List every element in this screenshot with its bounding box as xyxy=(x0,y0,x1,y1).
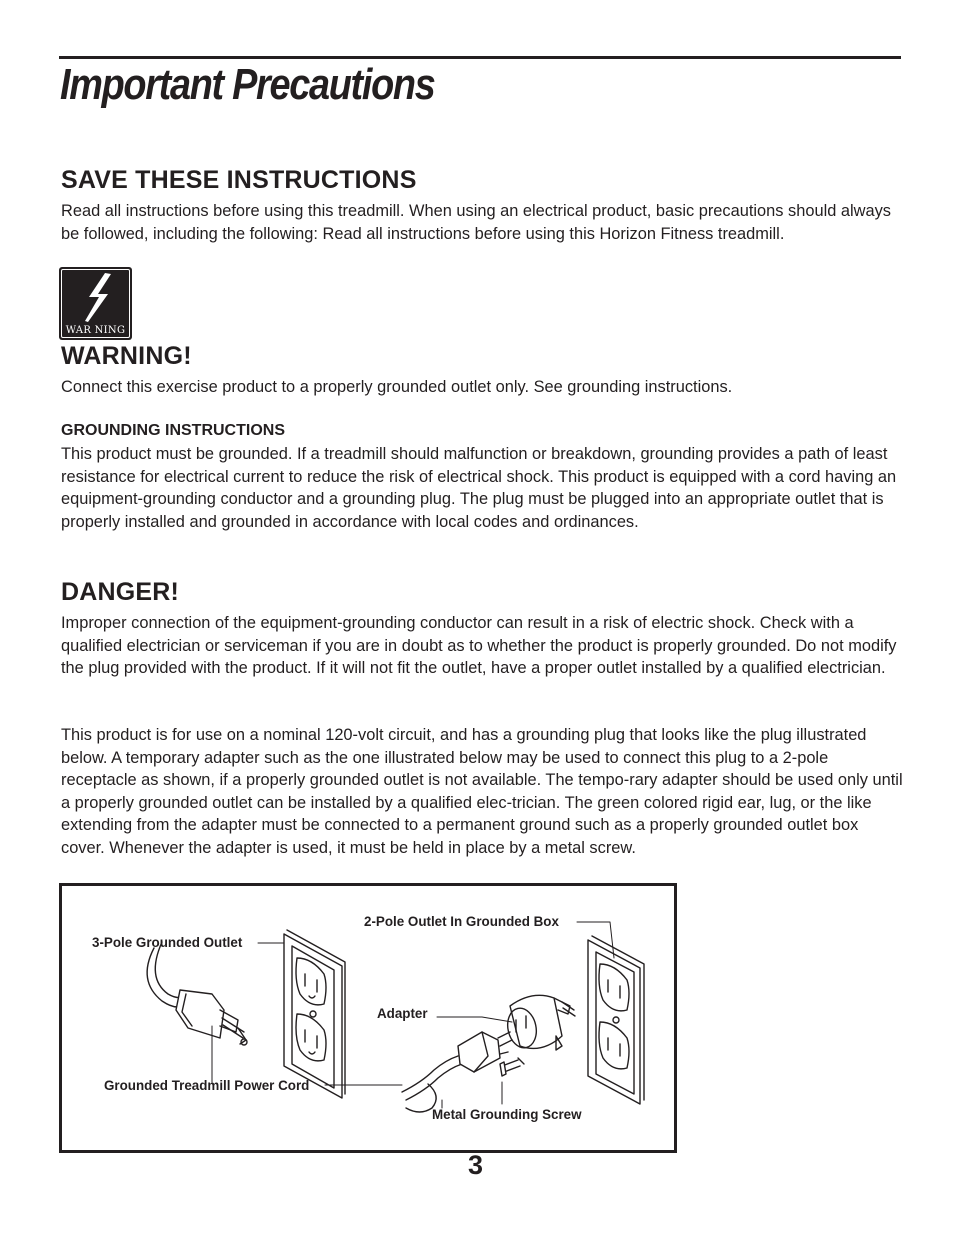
warning-icon xyxy=(59,267,132,340)
plug-into-adapter xyxy=(402,1032,512,1112)
three-pole-outlet xyxy=(284,930,345,1098)
grounding-body: This product must be grounded. If a treadmill should malfunction or breakdown, grounding provides a path of least resistance for electrical current to reduce the risk of electrical shock. This product is equipped with a cord having an equipment-grounding conductor and a grounding plug. The plug must be plugged into an appropriate outlet that is properly installed and grounded in accordance with local codes and ordinances. xyxy=(61,445,897,531)
grounding-diagram xyxy=(59,883,677,1153)
three-prong-plug xyxy=(147,942,247,1045)
label-power-cord: Grounded Treadmill Power Cord xyxy=(104,1078,310,1093)
grounding-screw xyxy=(500,1058,524,1076)
grounding-heading: GROUNDING INSTRUCTIONS xyxy=(61,422,285,439)
label-adapter: Adapter xyxy=(377,1006,428,1021)
warning-icon-label: WAR NING xyxy=(65,325,126,336)
save-body: Read all instructions before using this treadmill. When using an electrical product, basic precautions should always be followed, including the following: Read all instructions before using this Horizon Fitness treadmill. xyxy=(61,202,891,243)
label-grounding-screw: Metal Grounding Screw xyxy=(432,1107,582,1122)
danger-body-1: Improper connection of the equipment-grounding conductor can result in a risk of electric shock. Check with a qualified electrician or serviceman if you are in doubt as to whether the product is properly grounded. Do not modify the plug provided with the product. If it will not fit the outlet, have a proper outlet installed by a qualified electrician. xyxy=(61,614,897,678)
adapter xyxy=(504,995,575,1050)
top-rule xyxy=(59,56,901,59)
two-pole-outlet xyxy=(588,936,644,1104)
label-two-pole-outlet: 2-Pole Outlet In Grounded Box xyxy=(364,914,559,929)
label-three-pole-outlet: 3-Pole Grounded Outlet xyxy=(92,935,243,950)
save-heading: SAVE THESE INSTRUCTIONS xyxy=(61,166,417,194)
danger-heading: DANGER! xyxy=(61,578,180,606)
warning-body: Connect this exercise product to a properly grounded outlet only. See grounding instructions. xyxy=(61,378,733,396)
danger-body-2: This product is for use on a nominal 120-volt circuit, and has a grounding plug that looks like the plug illustrated below. A temporary adapter such as the one illustrated below may be used to connect this plug to a 2-pole receptacle as shown, if a properly grounded outlet is not available. The tempo-rary adapter should be used only until a properly grounded outlet can be installed by a qualified elec-trician. The green colored rigid ear, lug, or the like extending from the adapter must be connected to a permanent ground such as a properly grounded outlet box cover. Whenever the adapter is used, it must be held in place by a metal screw. xyxy=(61,726,903,857)
warning-heading: WARNING! xyxy=(61,342,192,370)
page-title: Important Precautions xyxy=(60,60,435,109)
page-number: 3 xyxy=(468,1150,484,1180)
